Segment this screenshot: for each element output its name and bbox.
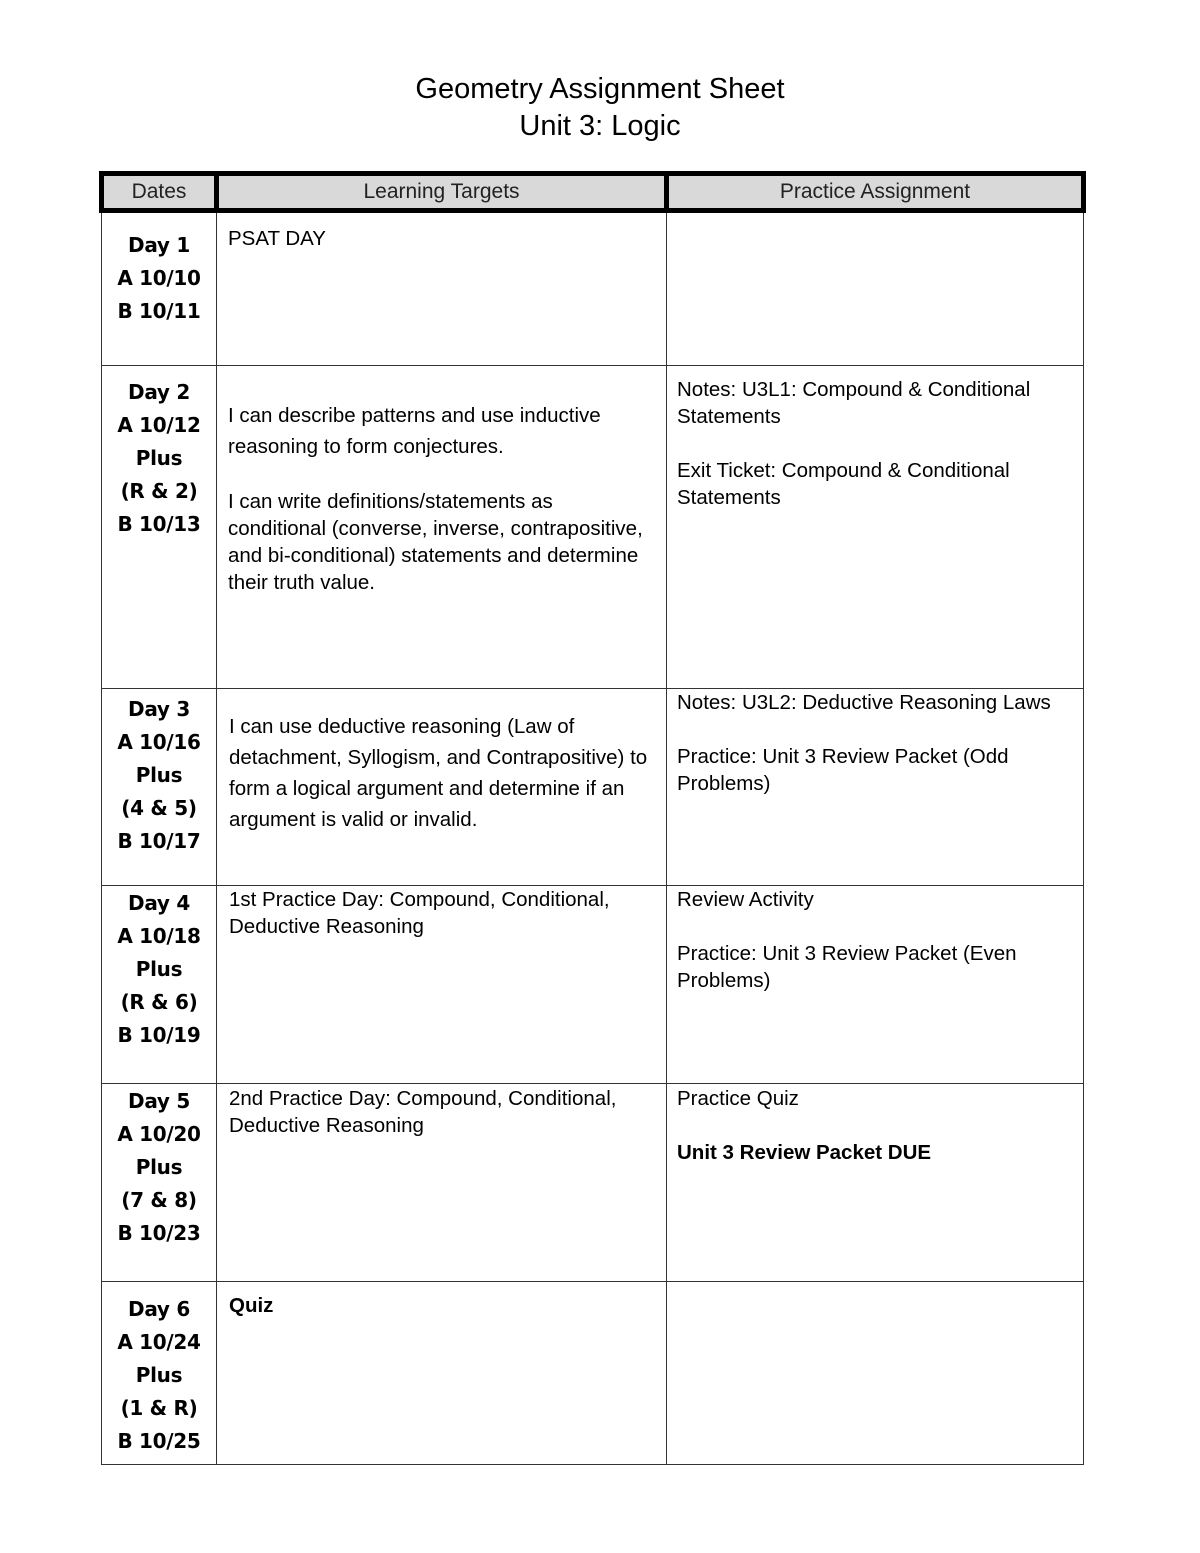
date-line: Day 6 bbox=[128, 1297, 190, 1321]
date-line: A 10/20 bbox=[117, 1122, 201, 1146]
table-row bbox=[102, 366, 1084, 689]
date-line: A 10/10 bbox=[117, 266, 201, 290]
date-line: A 10/24 bbox=[117, 1330, 201, 1354]
learning-target: I can describe patterns and use inductive reasoning to form conjectures. bbox=[228, 404, 601, 458]
table-row bbox=[102, 1282, 1084, 1465]
date-line: B 10/11 bbox=[117, 299, 201, 323]
assignment-item: Practice Quiz bbox=[677, 1087, 799, 1110]
learning-targets-cell bbox=[217, 366, 667, 689]
page-title: Geometry Assignment Sheet bbox=[415, 73, 785, 105]
date-line: (R & 6) bbox=[120, 990, 198, 1014]
date-line: Plus bbox=[135, 446, 183, 470]
dates-cell bbox=[102, 886, 217, 1084]
table-row bbox=[102, 689, 1084, 886]
learning-target: 1st Practice Day: Compound, Conditional, Deductive Reasoning bbox=[229, 888, 610, 938]
learning-targets-cell bbox=[217, 886, 667, 1084]
date-line: B 10/19 bbox=[117, 1023, 201, 1047]
learning-targets-cell bbox=[217, 211, 667, 366]
title-block bbox=[0, 71, 1200, 145]
assignment-table bbox=[99, 171, 1086, 1465]
assignment-item: Review Activity bbox=[677, 888, 814, 911]
column-header-learning-targets: Learning Targets bbox=[217, 174, 667, 211]
date-line: Plus bbox=[135, 1155, 183, 1179]
assignment-item: Practice: Unit 3 Review Packet (Even Problems) bbox=[677, 942, 1017, 992]
table-row bbox=[102, 1084, 1084, 1282]
dates-cell bbox=[102, 1084, 217, 1282]
dates-cell bbox=[102, 689, 217, 886]
dates-cell bbox=[102, 1282, 217, 1465]
dates-cell bbox=[102, 211, 217, 366]
learning-targets-cell bbox=[217, 1084, 667, 1282]
practice-assignment-cell bbox=[667, 1282, 1084, 1465]
dates-cell bbox=[102, 366, 217, 689]
date-line: Day 3 bbox=[128, 697, 190, 721]
column-header-practice-assignment: Practice Assignment bbox=[667, 174, 1084, 211]
learning-target: I can write definitions/statements as conditional (converse, inverse, contrapositive, and bi-conditional) statements and determine their truth value. bbox=[228, 490, 643, 594]
assignment-item: Notes: U3L1: Compound & Conditional Statements bbox=[677, 378, 1031, 428]
date-line: B 10/13 bbox=[117, 512, 201, 536]
practice-assignment-cell bbox=[667, 1084, 1084, 1282]
date-line: (1 & R) bbox=[120, 1396, 198, 1420]
date-line: Day 4 bbox=[128, 891, 190, 915]
page-subtitle: Unit 3: Logic bbox=[519, 110, 681, 142]
practice-assignment-cell bbox=[667, 366, 1084, 689]
assignment-item: Practice: Unit 3 Review Packet (Odd Problems) bbox=[677, 745, 1009, 795]
learning-target: Quiz bbox=[229, 1294, 274, 1317]
table-row bbox=[102, 886, 1084, 1084]
learning-target: PSAT DAY bbox=[228, 227, 326, 250]
learning-target: I can use deductive reasoning (Law of detachment, Syllogism, and Contrapositive) to form a logical argument and determine if an argument is valid or invalid. bbox=[229, 715, 648, 831]
date-line: A 10/16 bbox=[117, 730, 201, 754]
date-line: Day 1 bbox=[128, 233, 190, 257]
learning-target: 2nd Practice Day: Compound, Conditional, Deductive Reasoning bbox=[229, 1087, 617, 1137]
date-line: A 10/18 bbox=[117, 924, 201, 948]
date-line: (7 & 8) bbox=[121, 1188, 197, 1212]
date-line: Plus bbox=[135, 957, 183, 981]
date-line: (4 & 5) bbox=[121, 796, 197, 820]
practice-assignment-cell bbox=[667, 689, 1084, 886]
date-line: Day 2 bbox=[128, 380, 190, 404]
assignment-item: Notes: U3L2: Deductive Reasoning Laws bbox=[677, 691, 1051, 714]
learning-targets-cell bbox=[217, 689, 667, 886]
table-header-row bbox=[102, 174, 1084, 211]
practice-assignment-cell bbox=[667, 886, 1084, 1084]
date-line: B 10/17 bbox=[117, 829, 201, 853]
column-header-dates: Dates bbox=[102, 174, 217, 211]
date-line: Day 5 bbox=[128, 1089, 190, 1113]
learning-targets-cell bbox=[217, 1282, 667, 1465]
date-line: A 10/12 bbox=[117, 413, 201, 437]
assignment-item-due: Unit 3 Review Packet DUE bbox=[677, 1141, 932, 1164]
date-line: (R & 2) bbox=[120, 479, 198, 503]
assignment-item: Exit Ticket: Compound & Conditional Statements bbox=[677, 459, 1010, 509]
table-row bbox=[102, 211, 1084, 366]
date-line: B 10/23 bbox=[117, 1221, 201, 1245]
date-line: B 10/25 bbox=[117, 1429, 201, 1453]
practice-assignment-cell bbox=[667, 211, 1084, 366]
date-line: Plus bbox=[135, 763, 183, 787]
date-line: Plus bbox=[135, 1363, 183, 1387]
